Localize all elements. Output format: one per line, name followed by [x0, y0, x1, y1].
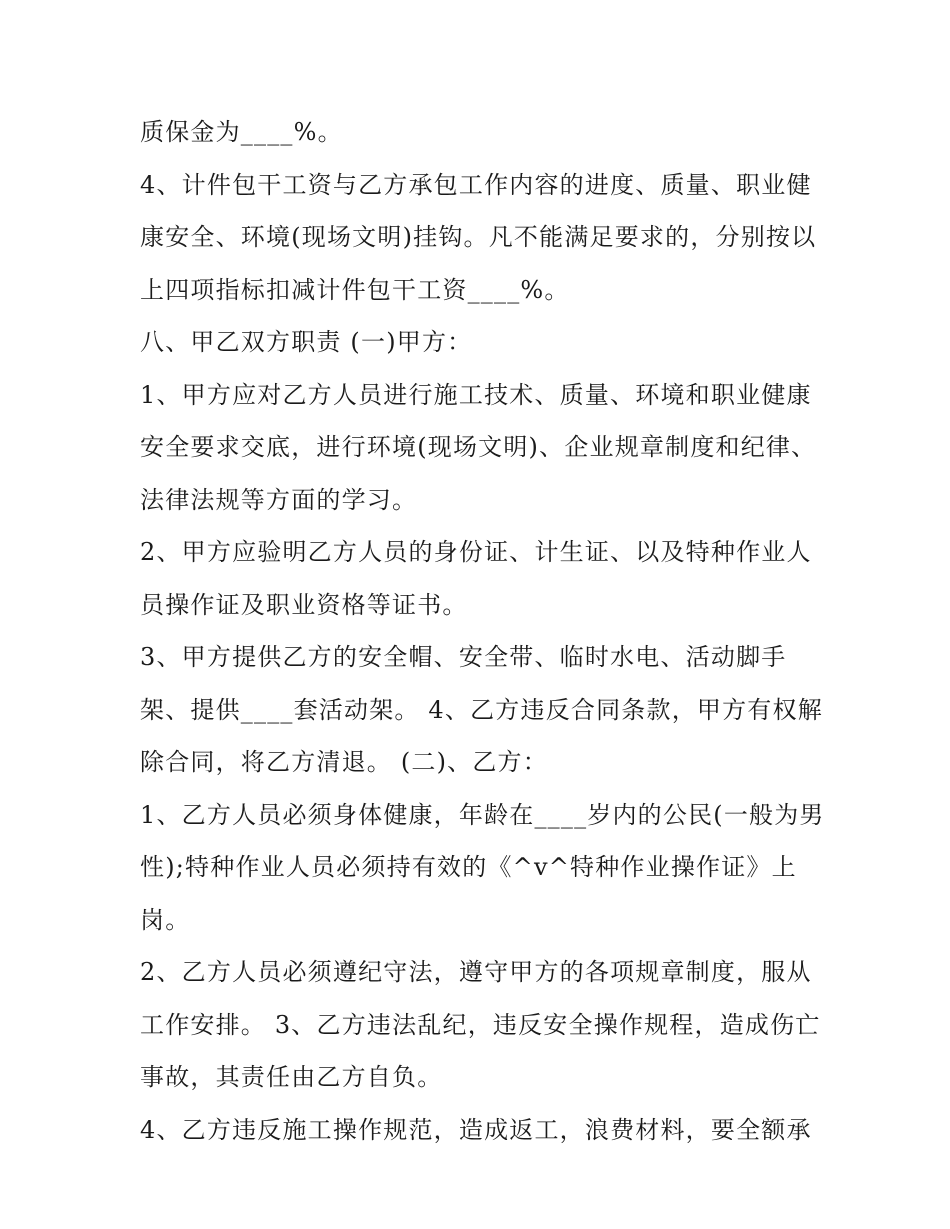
text-line: 工作安排。 3、乙方违法乱纪，违反安全操作规程，造成伤亡 — [140, 1010, 821, 1039]
text-line: 质保金为____%。 — [140, 118, 343, 146]
text-line: 除合同，将乙方清退。 (二)、乙方： — [140, 748, 548, 776]
text-line: 员操作证及职业资格等证书。 — [140, 590, 468, 619]
text-line: 性);特种作业人员必须持有效的《^v^特种作业操作证》上 — [140, 853, 797, 881]
text-line: 架、提供____套活动架。 4、乙方违反合同条款，甲方有权解 — [140, 695, 823, 724]
text-line: 4、乙方违反施工操作规范，造成返工，浪费材料，要全额承 — [140, 1115, 812, 1144]
text-line: 康安全、环境(现场文明)挂钩。凡不能满足要求的，分别按以 — [140, 223, 817, 251]
text-line: 3、甲方提供乙方的安全帽、安全带、临时水电、活动脚手 — [140, 643, 787, 671]
text-line: 1、甲方应对乙方人员进行施工技术、质量、环境和职业健康 — [140, 380, 812, 409]
text-line: 2、甲方应验明乙方人员的身份证、计生证、以及特种作业人 — [140, 538, 812, 566]
contract-text — [140, 106, 825, 1156]
text-line: 1、乙方人员必须身体健康，年龄在____岁内的公民(一般为男 — [140, 800, 825, 829]
text-line: 安全要求交底，进行环境(现场文明)、企业规章制度和纪律、 — [140, 433, 817, 461]
text-line: 4、计件包干工资与乙方承包工作内容的进度、质量、职业健 — [140, 170, 812, 199]
text-line: 事故，其责任由乙方自负。 — [140, 1063, 443, 1091]
text-line: 2、乙方人员必须遵纪守法，遵守甲方的各项规章制度，服从 — [140, 958, 812, 986]
section-heading: 八、甲乙双方职责 (一)甲方： — [140, 328, 473, 356]
text-line: 岗。 — [140, 905, 191, 934]
text-line: 法律法规等方面的学习。 — [140, 485, 418, 514]
text-line: 上四项指标扣减计件包干工资____%。 — [140, 275, 570, 304]
